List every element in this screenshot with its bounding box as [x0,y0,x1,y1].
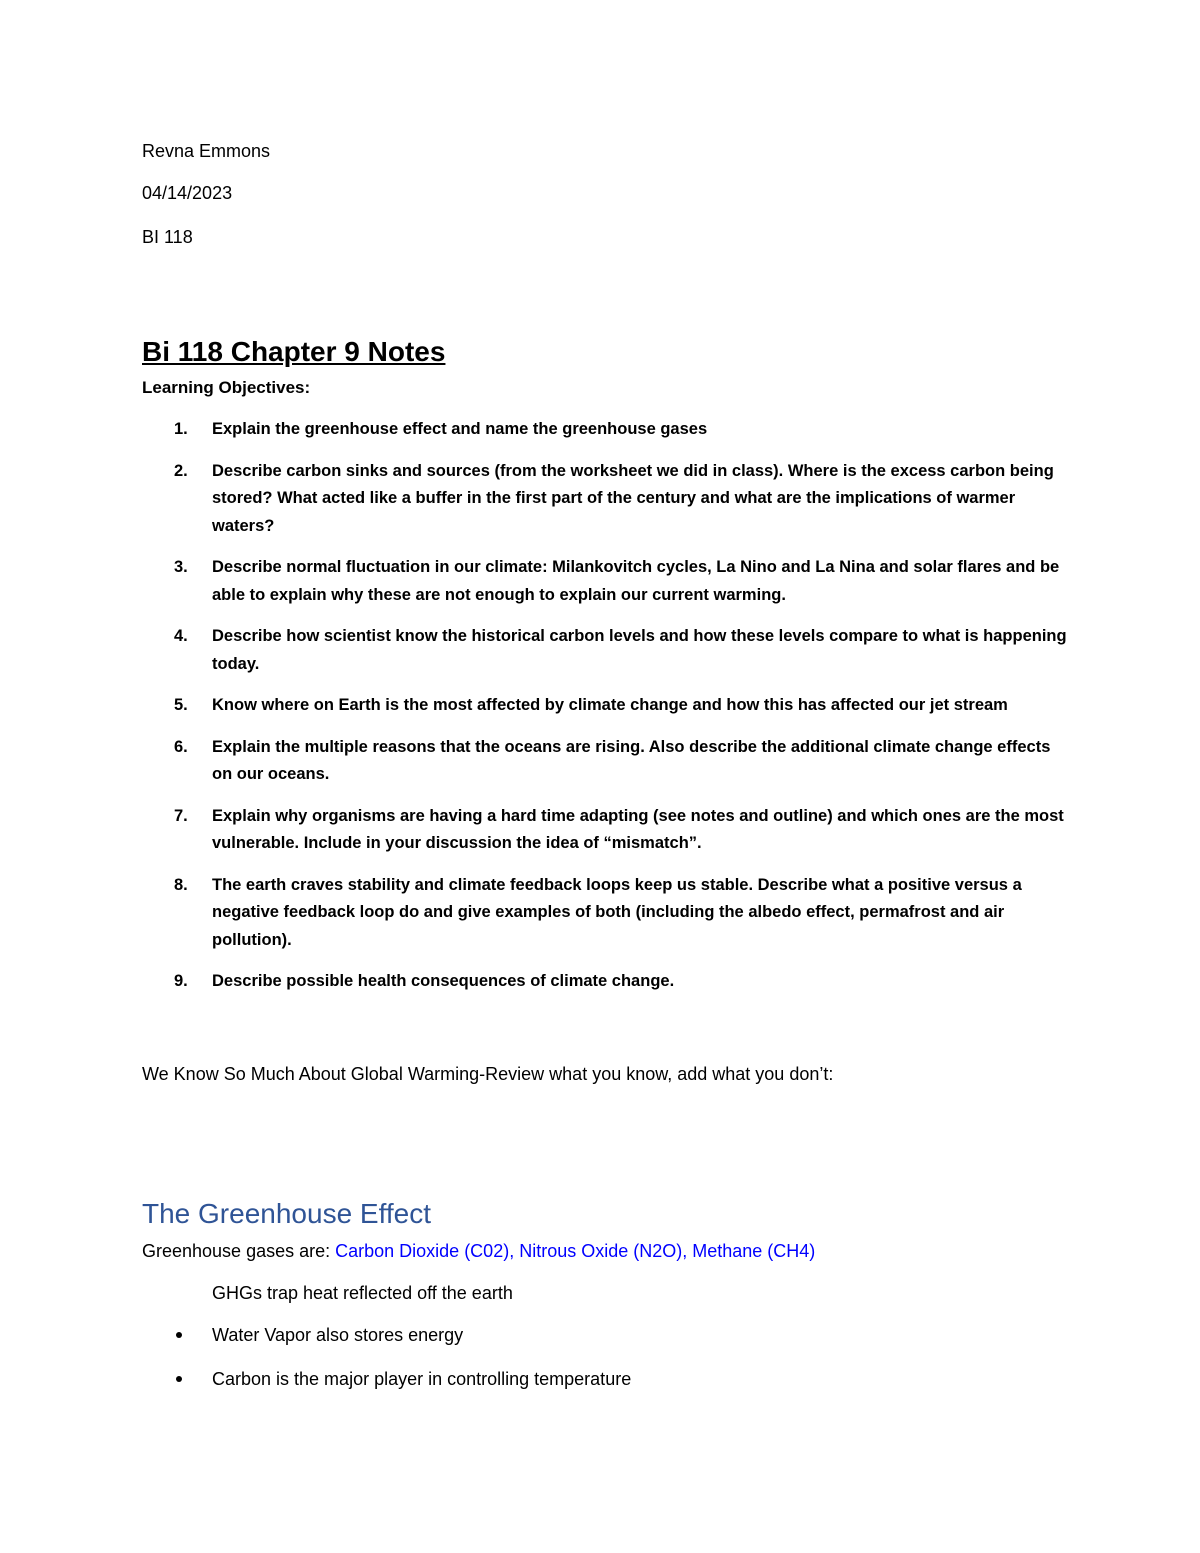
review-prompt: We Know So Much About Global Warming-Review what you know, add what you don’t: [142,1064,834,1084]
course-code: BI 118 [142,227,193,247]
objective-item [0,734,1200,789]
list-item [0,1367,1200,1411]
objective-number: 2. [174,461,188,480]
objective-item [0,968,1200,996]
objective-item [0,692,1200,720]
objective-item [0,872,1200,955]
objective-item [0,554,1200,609]
objective-number: 5. [174,696,188,714]
objective-number: 1. [174,420,188,438]
objective-number: 7. [174,806,188,825]
bullet-text: Water Vapor also stores energy [212,1325,464,1345]
objective-text: Describe possible health consequences of climate change. [212,972,675,990]
bullet-icon [176,1376,182,1382]
document-date: 04/14/2023 [142,183,233,203]
objective-text: Explain why organisms are having a hard time adapting (see notes and outline) and which ones are the most vulnerable. Include in your discussion the idea of “mismatch”. [212,806,1064,852]
objective-text: Describe carbon sinks and sources (from the worksheet we did in class). Where is the excess carbon being stored? What acted like a buffer in the first part of the century and what are the implications of warmer waters? [212,461,1054,535]
bullet-text: Carbon is the major player in controlling temperature [212,1369,632,1389]
objective-text: Describe how scientist know the historical carbon levels and how these levels compare to what is happening today. [212,627,1067,673]
objective-number: 6. [174,737,188,756]
document-title: Bi 118 Chapter 9 Notes [142,336,446,367]
learning-objectives-list [0,416,1200,996]
objective-text: Know where on Earth is the most affected by climate change and how this has affected our jet stream [212,696,1008,714]
objective-text: The earth craves stability and climate feedback loops keep us stable. Describe what a positive versus a negative feedback loop do and give examples of both (including the albedo effect, permafrost and air pollution). [212,875,1022,949]
objective-item [0,803,1200,858]
learning-objectives-heading: Learning Objectives: [142,378,311,397]
objective-item [0,416,1200,444]
objective-number: 8. [174,875,188,894]
objective-item [0,458,1200,541]
greenhouse-gases-list: Carbon Dioxide (C02), Nitrous Oxide (N2O), Methane (CH4) [335,1241,816,1261]
author-name: Revna Emmons [142,141,271,161]
bullet-icon [176,1332,182,1338]
objective-text: Explain the greenhouse effect and name the greenhouse gases [212,420,708,438]
ghg-statement: GHGs trap heat reflected off the earth [212,1283,513,1303]
objective-text: Explain the multiple reasons that the oceans are rising. Also describe the additional climate change effects on our oceans. [212,737,1051,783]
objective-number: 9. [174,972,188,990]
objective-number: 4. [174,627,188,645]
objective-item [0,623,1200,678]
objective-number: 3. [174,558,188,576]
bullet-list [0,1323,1200,1411]
list-item [0,1323,1200,1367]
greenhouse-gases-prefix: Greenhouse gases are: [142,1241,336,1261]
greenhouse-gases-line [142,1239,815,1263]
objective-text: Describe normal fluctuation in our climate: Milankovitch cycles, La Nino and La Nina and solar flares and be able to explain why these are not enough to explain our current warming. [212,558,1060,604]
section-heading: The Greenhouse Effect [142,1198,431,1229]
